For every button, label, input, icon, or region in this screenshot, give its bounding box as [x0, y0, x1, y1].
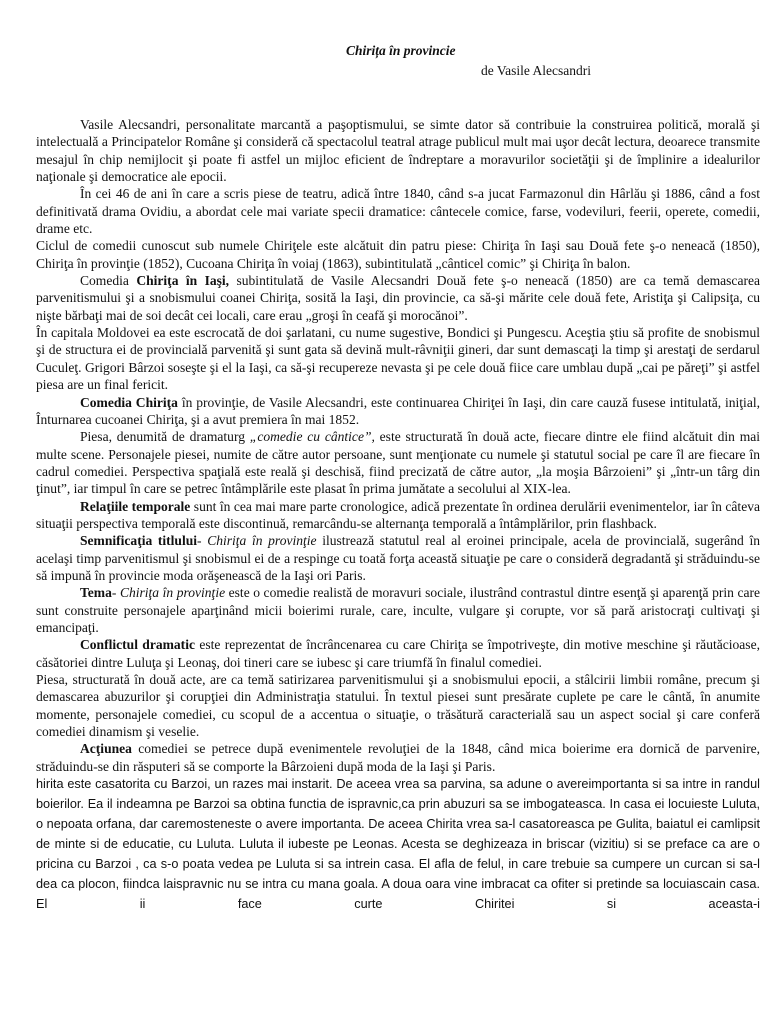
- paragraph-action: [36, 740, 760, 775]
- paragraph-chirita-iasi: [36, 272, 760, 324]
- bold-term: Conflictul dramatic: [80, 637, 195, 653]
- bold-term: Semnificaţia titlului: [80, 533, 198, 549]
- document-body: [36, 116, 760, 914]
- bold-term: Relaţiile temporale: [80, 498, 191, 514]
- paragraph-satire: Piesa, structurată în două acte, are ca temă satirizarea parvenitismului şi a snobismului epocii, a stâlcirii limbii române, precum şi demascarea abuzurilor şi corupţiei din Administraţia statului. În textul piesei sunt presărate cuplete pe care le cântă, în anumite momente, personajele comediei, cu scopul de a accentua o situaţie, o trăsătură caracterială sau un aspect social şi care conferă comediei dinamism şi veselie.: [36, 672, 760, 740]
- text-span: ilustrează statutul real al eroinei principale, acela de provincială, sugerând în acelaşi timp parvenitismul şi snobismul ei de a respinge cu toată forţa această situaţie pe care o consideră degradantă şi străduindu-se să impună în provincie moda orăşenească de la Iaşi ori Paris.: [36, 533, 760, 583]
- paragraph-chirita-provintie: [36, 394, 760, 429]
- text-span: Comedia: [80, 273, 137, 289]
- text-span: este reprezentat de încrâncenarea cu care Chiriţa se împotriveşte, din motive meschine şi răutăcioase, căsătoriei dintre Luluţa şi Leonaş, doi tineri care se iubesc şi care triumfă în finalul comediei.: [36, 637, 760, 670]
- text-span: subintitulată de Vasile Alecsandri Două fete ş-o neneacă (1850) are ca temă demascarea parvenitismului şi a snobismului coanei Chiriţa, sosită la Iaşi, din provincie, ca să-şi mărite cele două fete, Aristiţa şi Calipsiţa, cu nişte bărbaţi mai de soi decât cei locali, care erau „groşi în ceafă şi morocănoi”.: [36, 273, 760, 323]
- paragraph-structure: [36, 428, 760, 497]
- text-span: comediei se petrece după evenimentele revoluţiei de la 1848, când mica boierime era dornică de parvenire, străduindu-se din răsputeri să se comporte la Bârzoieni după moda de la Iaşi şi Paris.: [36, 741, 760, 774]
- italic-term: Chiriţa în provinţie: [119, 585, 226, 601]
- text-span: este structurată în două acte, fiecare dintre ele fiind alcătuit din mai multe scene. Personajele piesei, numite de către autor persoane, sunt menţionate cu numele şi statutul social pe care îl are fiecare în cadrul comediei. Perspectiva spaţială este reală şi deschisă, fiind precizată de către autor, „la moşia Bârzoieni” şi „într-un târg din ţinut”, iar timpul în care se petrec întâmplările este plasat în prima jumătate a secolului al XIX-lea.: [36, 429, 761, 497]
- paragraph-theme: [36, 584, 760, 636]
- text-span: este o comedie realistă de moravuri sociale, ilustrând contrastul dintre esenţă şi aparenţă prin care sunt construite personajele aparţinând micii boierimi rurale, care, inculte, vulgare şi corupte, vor să pară aristocraţi cultivaţi şi emancipaţi.: [36, 585, 760, 635]
- bold-term: Tema: [80, 585, 112, 601]
- paragraph-conflict: [36, 636, 760, 671]
- text-span: sunt în cea mai mare parte cronologice, adică prezentate în ordinea derulării evenimentelor, iar în câteva situaţii perspectiva temporală este discontinuă, remarcându-se alternanţa temporală a întâmplărilor, prin flashback.: [36, 498, 760, 531]
- paragraph-career: În cei 46 de ani în care a scris piese de teatru, adică între 1840, când s-a jucat Farmazonul din Hârlău şi 1886, când a fost definitivată drama Ovidiu, a abordat cele mai variate specii dramatice: cântecele comice, farse, vodeviluri, feerii, operete, comedii, drame etc.: [36, 186, 760, 237]
- paragraph-cycle: Ciclul de comedii cunoscut sub numele Chiriţele este alcătuit din patru piese: Chiriţa în Iaşi sau Două fete ş-o neneacă (1850), Chiriţa în provinţie (1852), Cucoana Chiriţa în voiaj (1863), subintitulată „cânticel comic” şi Chiriţa în balon.: [36, 238, 760, 271]
- text-span: -: [197, 533, 208, 549]
- paragraph-capital: În capitala Moldovei ea este escrocată de doi şarlatani, cu nume sugestive, Bondici şi Pungescu. Aceştia ştiu să profite de snobismul şi de structura ei de provincială parvenită şi sunt gata să devină mult-râvniţii gineri, dar sunt demascaţi la timp şi arestaţi de serdarul Cuculeţ. Grigori Bârzoi soseşte şi el la Iaşi, ca să-şi recupereze nevasta şi pe cele două fiice care umblau după „cai pe păreţi” şi astfel piesa are un final fericit.: [36, 325, 760, 393]
- text-span: Piesa, denumită de dramaturg: [80, 429, 250, 445]
- text-span: -: [111, 585, 120, 601]
- author-line: de Vasile Alecsandri: [481, 63, 591, 78]
- paragraph-title-meaning: [36, 532, 760, 584]
- text-span: în provinţie, de Vasile Alecsandri, este continuarea Chiriţei în Iaşi, din care cauză fusese intitulată, iniţial, Înturnarea cucoanei Chiriţa, şi a avut premiera în mai 1852.: [36, 394, 760, 427]
- bold-term: Acţiunea: [80, 741, 132, 757]
- italic-term: Chiriţa în provinţie: [207, 533, 317, 549]
- bold-term: Comedia Chiriţa: [80, 394, 178, 410]
- paragraph-intro: Vasile Alecsandri, personalitate marcantă a paşoptismului, se simte dator să contribuie la construirea politică, morală şi intelectuală a Principatelor Române şi consideră că spectacolul teatral atrage publicul mult mai uşor decât lectura, deoarece transmite mesajul în chip nemijlocit şi poate fi astfel un mijloc eficient de îndreptare a moravurilor societăţii şi de împlinire a idealurilor naţionale şi democratice ale epocii.: [36, 117, 760, 185]
- paragraph-temporal: [36, 498, 760, 533]
- bold-term: Chiriţa în Iaşi,: [136, 273, 230, 289]
- paragraph-plot-summary: hirita este casatorita cu Barzoi, un razes mai instarit. De aceea vrea sa parvina, sa adune o avereimportanta si sa intre in randul boierilor. Ea il indeamna pe Barzoi sa obtina functia de ispravnic,ca prin abuzuri sa se imbogateasca. In casa ei locuieste Luluta, o nepoata orfana, dar caremosteneste o avere importanta. De aceea Chirita vrea sa-l casatoreasca pe Gulita, baiatul ei camlipsit de minte si de educatie, cu Luluta. Luluta il iubeste pe Leonas. Acesta se deghizeaza in briscar (vizitiu) si se preface ca are o pricina cu Barzoi , ca s-o poata vedea pe Luluta si sa intrein casa. El afla de felul, in care trebuie sa cumpere un curcan si sa-l dea ca plocon, fiindca laispravnic nu se intra cu mana goala. A doua oara vine imbracat ca ofiter si pretinde sa locuiascain casa. El ii face curte Chiritei si aceasta-i: [36, 777, 760, 911]
- italic-term: „comedie cu cântice”,: [249, 429, 375, 445]
- document-title: Chirița în provincie: [346, 43, 456, 58]
